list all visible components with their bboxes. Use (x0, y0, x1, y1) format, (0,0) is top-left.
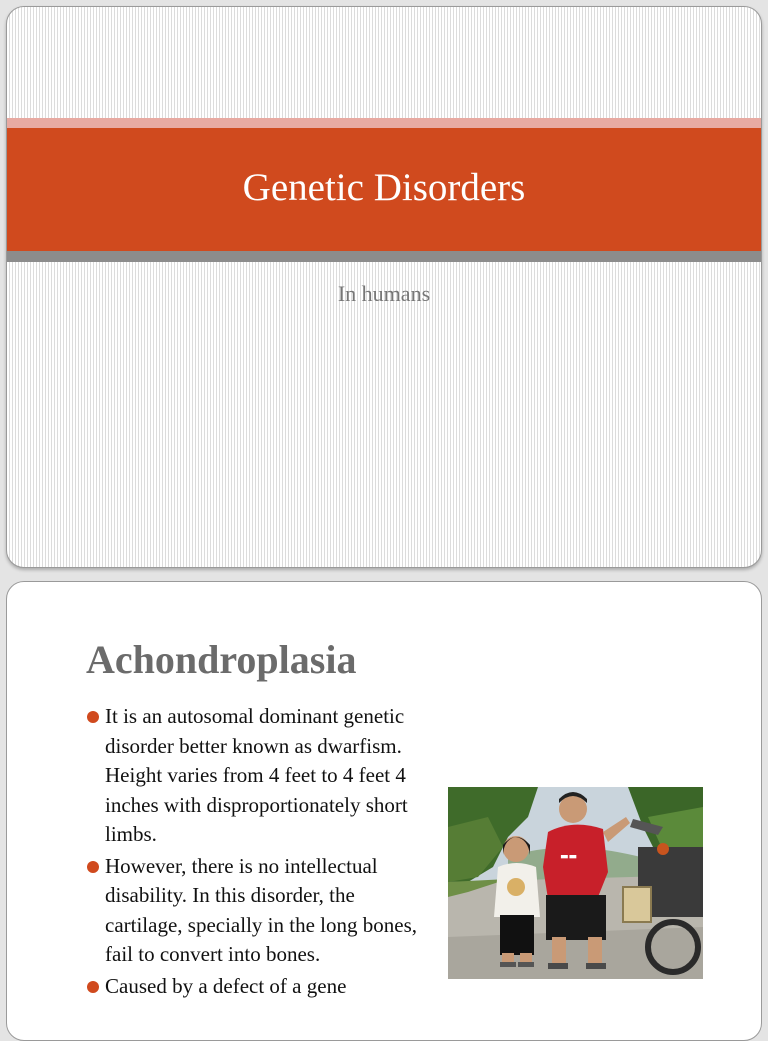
slide-subtitle: In humans (337, 281, 431, 306)
accent-band-top (7, 118, 761, 128)
bullet-text: It is an autosomal dominant genetic disorder better known as dwarfism. Height varies from 4 feet to 4 feet 4 inches with disproportionately short limbs. (105, 704, 408, 846)
bullet-item (87, 972, 432, 1002)
bullet-item (87, 852, 432, 970)
title-slide (6, 6, 762, 568)
achondroplasia-photo (448, 787, 703, 979)
bullet-dot-icon (87, 981, 99, 993)
bullet-dot-icon (87, 861, 99, 873)
slide-title: Genetic Disorders (242, 166, 526, 209)
bullet-dot-icon (87, 711, 99, 723)
title-band (7, 128, 761, 251)
photo-illustration (448, 787, 703, 979)
accent-band-bottom (7, 251, 761, 262)
content-slide (6, 581, 762, 1041)
bullet-text: However, there is no intellectual disability. In this disorder, the cartilage, specially in the long bones, fail to convert into bones. (105, 853, 417, 966)
content-title: Achondroplasia (86, 637, 357, 682)
bullet-list (87, 702, 432, 1003)
bullet-item (87, 702, 432, 850)
svg-text:▬▬: ▬▬ (560, 852, 578, 862)
bullet-text: Caused by a defect of a gene (105, 973, 347, 998)
